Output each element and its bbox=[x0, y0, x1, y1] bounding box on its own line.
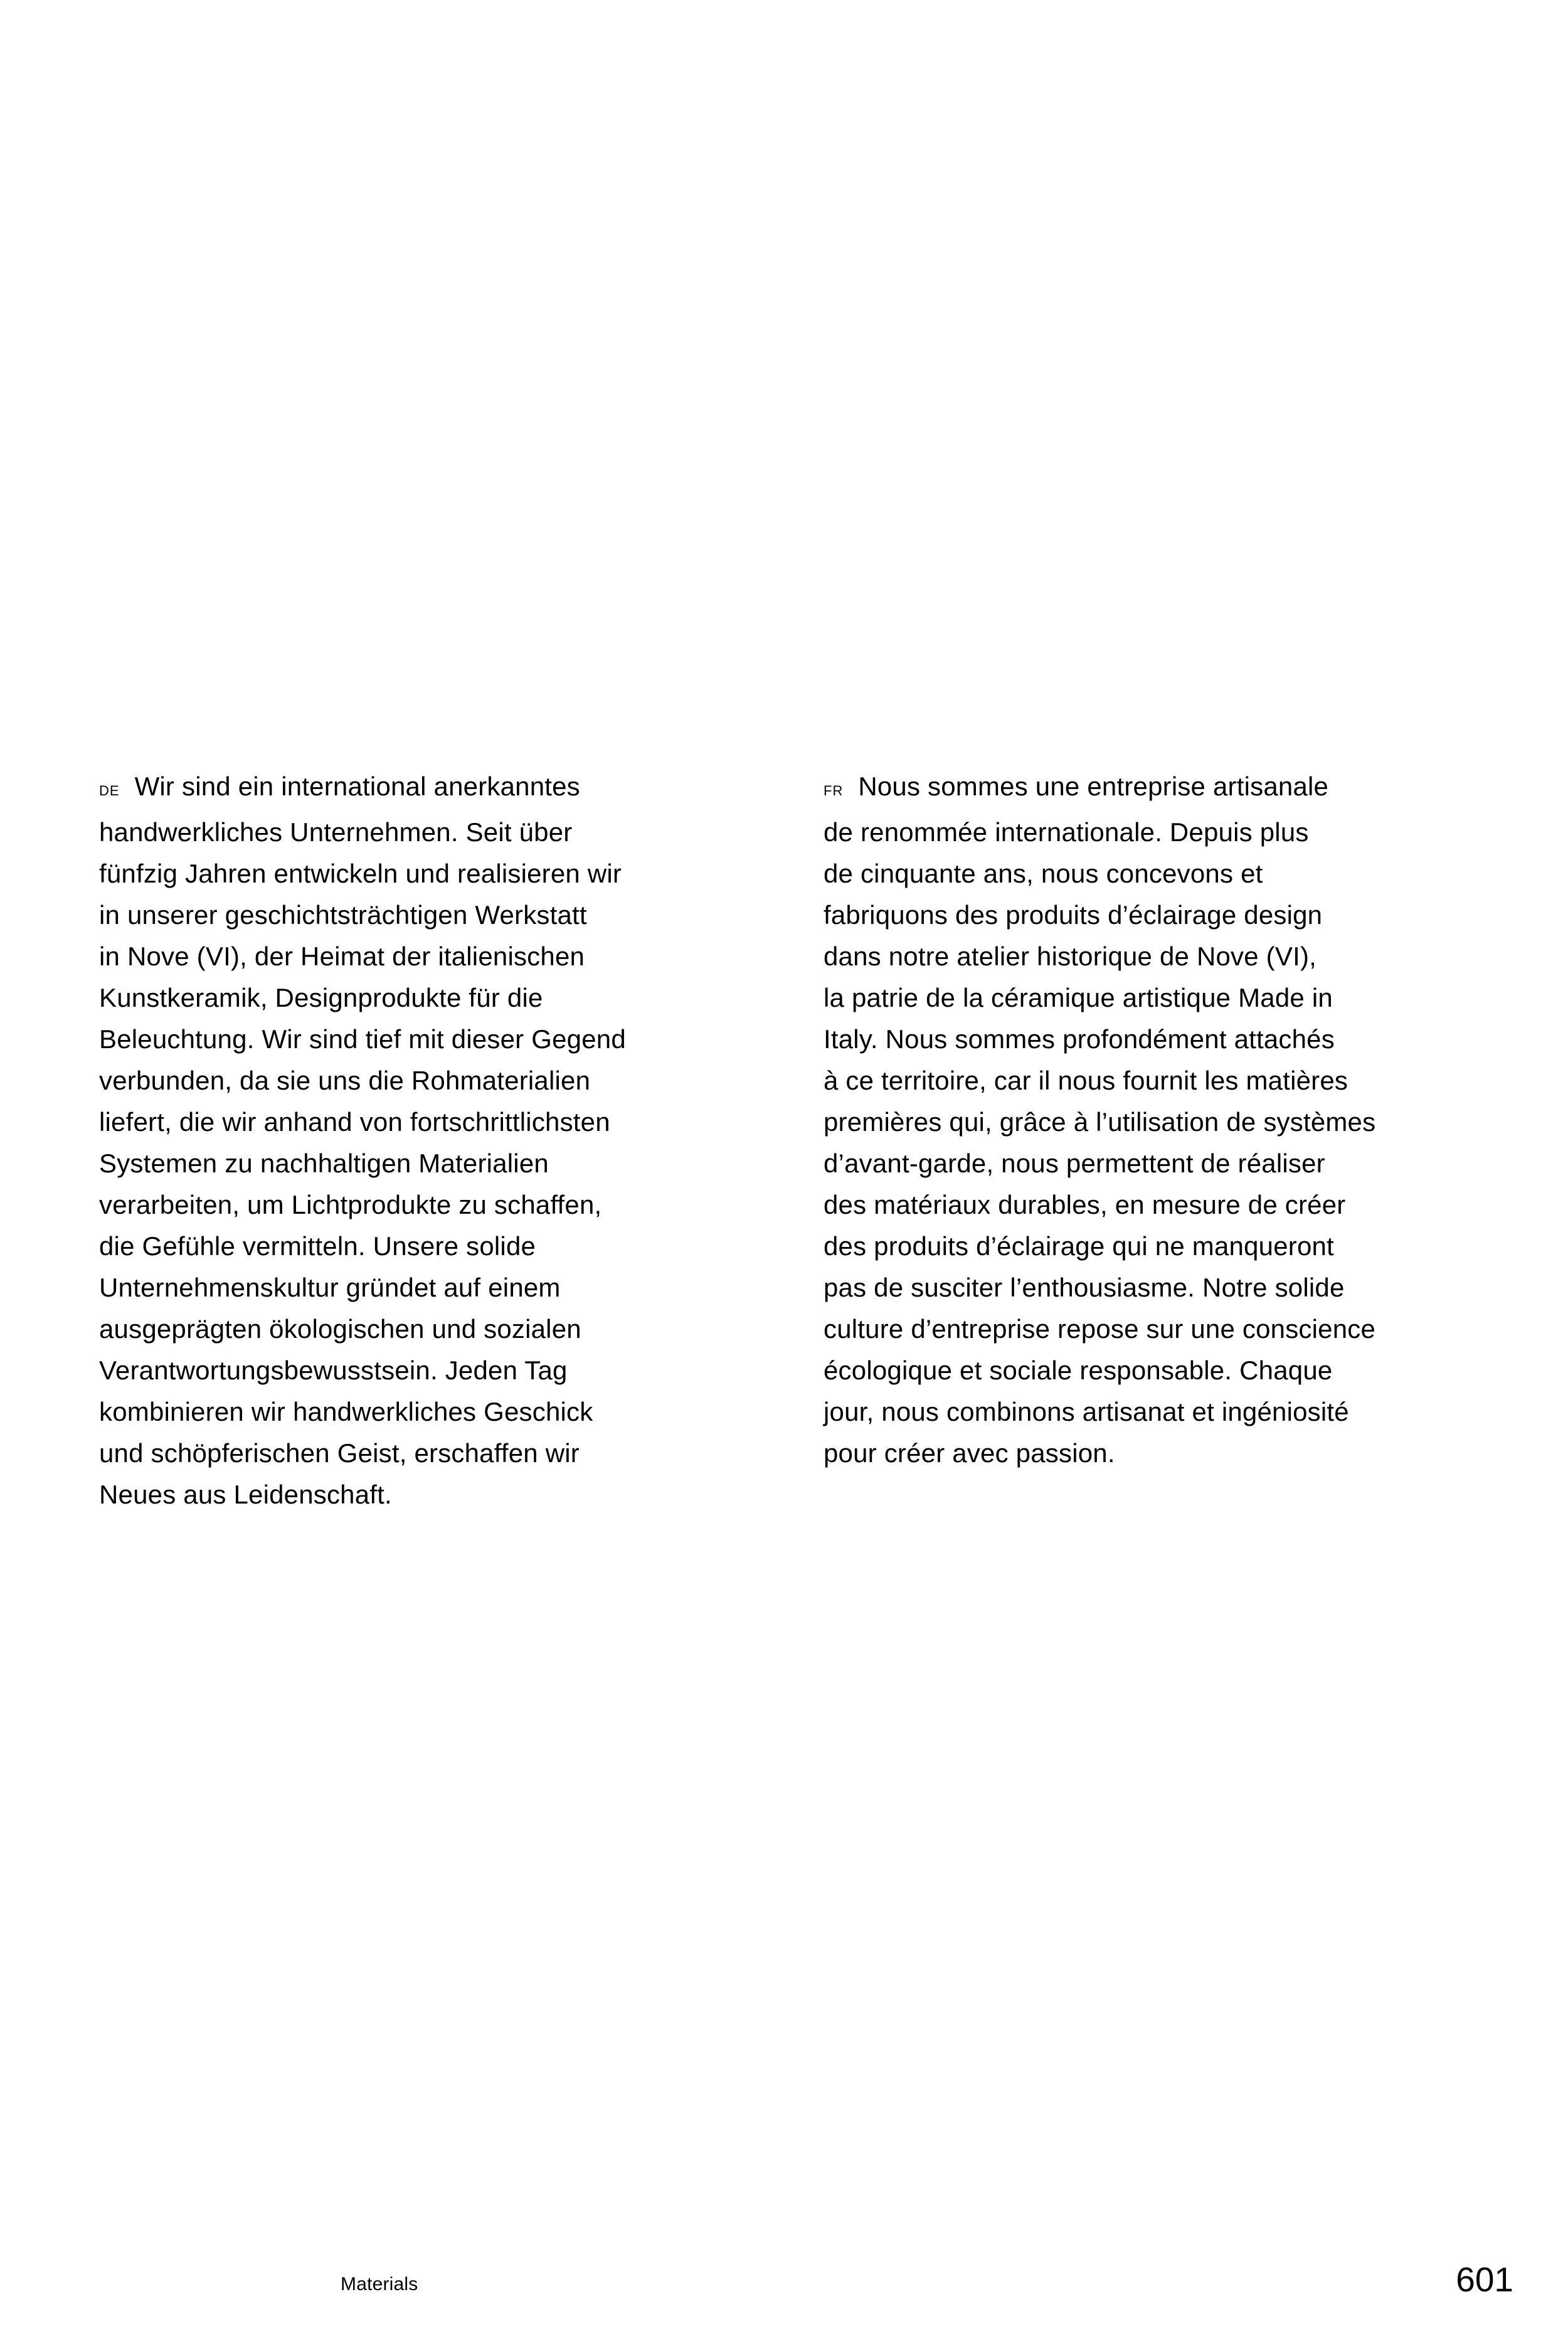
text-line: und schöpferischen Geist, erschaffen wir bbox=[99, 1438, 580, 1468]
text-line: in Nove (VI), der Heimat der italienischen bbox=[99, 942, 585, 971]
text-line: Beleuchtung. Wir sind tief mit dieser Gegend bbox=[99, 1024, 626, 1054]
text-line: handwerkliches Unternehmen. Seit über bbox=[99, 817, 573, 847]
text-line: verbunden, da sie uns die Rohmaterialien bbox=[99, 1066, 591, 1095]
footer-section-label: Materials bbox=[341, 2274, 418, 2295]
language-label-de: DE bbox=[99, 783, 120, 798]
text-line: Kunstkeramik, Designprodukte für die bbox=[99, 983, 543, 1012]
text-line: d’avant-garde, nous permettent de réaliser bbox=[824, 1149, 1325, 1178]
text-line: Wir sind ein international anerkanntes bbox=[134, 772, 580, 801]
paragraph-german bbox=[99, 766, 626, 1515]
text-line-first-de bbox=[99, 766, 626, 812]
text-line: die Gefühle vermitteln. Unsere solide bbox=[99, 1231, 536, 1261]
text-line: premières qui, grâce à l’utilisation de systèmes bbox=[824, 1107, 1376, 1137]
text-line: de cinquante ans, nous concevons et bbox=[824, 859, 1263, 888]
text-line: des produits d’éclairage qui ne manqueront bbox=[824, 1231, 1334, 1261]
text-lines-fr bbox=[824, 812, 1375, 1474]
text-line: Nous sommes une entreprise artisanale bbox=[858, 772, 1329, 801]
text-line: des matériaux durables, en mesure de créer bbox=[824, 1190, 1346, 1219]
text-line: pour créer avec passion. bbox=[824, 1438, 1115, 1468]
text-line: ausgeprägten ökologischen und sozialen bbox=[99, 1314, 581, 1344]
text-line: dans notre atelier historique de Nove (VI), bbox=[824, 942, 1317, 971]
text-line: fabriquons des produits d’éclairage design bbox=[824, 900, 1323, 930]
text-line: liefert, die wir anhand von fortschrittlichsten bbox=[99, 1107, 610, 1137]
text-line-first-fr bbox=[824, 766, 1375, 812]
text-line: Verantwortungsbewusstsein. Jeden Tag bbox=[99, 1355, 568, 1385]
text-line: la patrie de la céramique artistique Made in bbox=[824, 983, 1333, 1012]
text-lines-de bbox=[99, 812, 626, 1515]
text-line: fünfzig Jahren entwickeln und realisieren wir bbox=[99, 859, 622, 888]
text-line: pas de susciter l’enthousiasme. Notre solide bbox=[824, 1273, 1345, 1302]
text-line: à ce territoire, car il nous fournit les matières bbox=[824, 1066, 1348, 1095]
page-number: 601 bbox=[1456, 2260, 1513, 2299]
text-line: Systemen zu nachhaltigen Materialien bbox=[99, 1149, 549, 1178]
language-label-fr: FR bbox=[824, 783, 844, 798]
text-line: Italy. Nous sommes profondément attachés bbox=[824, 1024, 1335, 1054]
text-line: écologique et sociale responsable. Chaque bbox=[824, 1355, 1333, 1385]
text-line: de renommée internationale. Depuis plus bbox=[824, 817, 1309, 847]
paragraph-french bbox=[824, 766, 1375, 1474]
text-line: in unserer geschichtsträchtigen Werkstatt bbox=[99, 900, 587, 930]
text-line: Unternehmenskultur gründet auf einem bbox=[99, 1273, 561, 1302]
text-line: Neues aus Leidenschaft. bbox=[99, 1480, 392, 1509]
text-line: culture d’entreprise repose sur une conscience bbox=[824, 1314, 1376, 1344]
text-line: verarbeiten, um Lichtprodukte zu schaffen, bbox=[99, 1190, 602, 1219]
text-line: kombinieren wir handwerkliches Geschick bbox=[99, 1397, 593, 1426]
text-line: jour, nous combinons artisanat et ingéniosité bbox=[824, 1397, 1349, 1426]
